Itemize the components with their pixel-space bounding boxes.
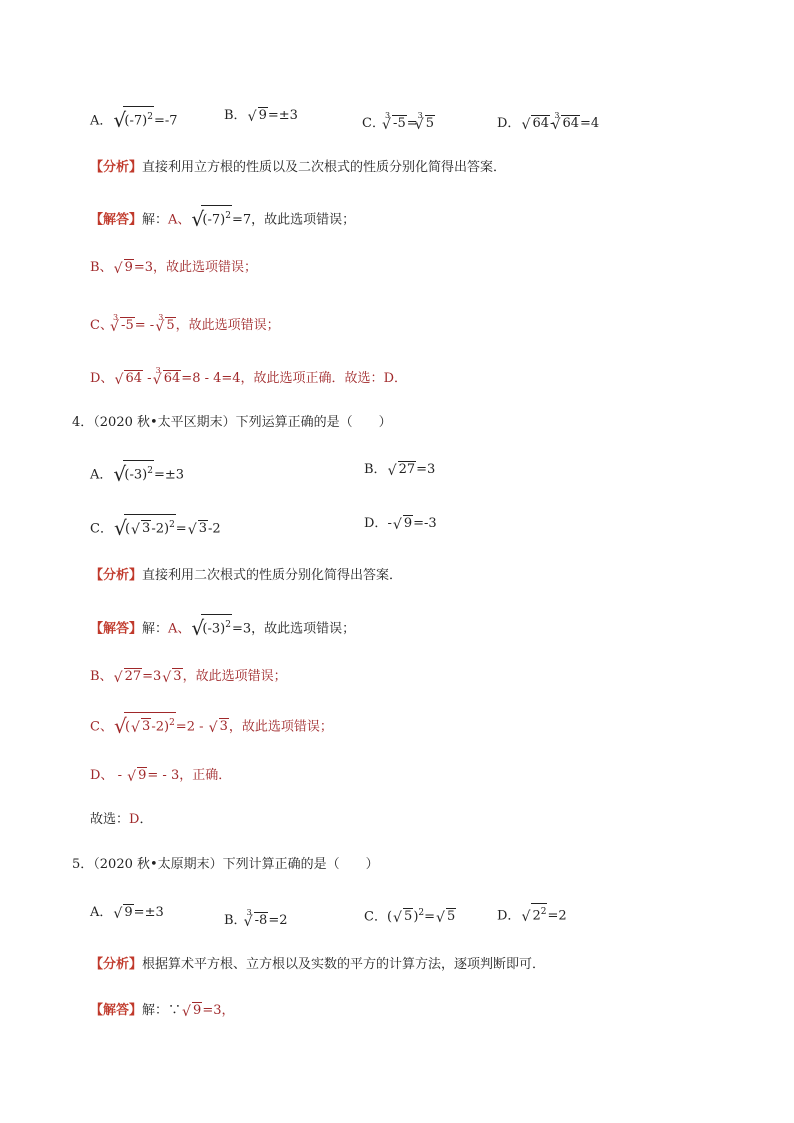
q5-option-b: B．$^3$√ -8=2 (224, 903, 288, 931)
q3-answer-c: C、$^3$√ -5= - $^3$√ 5，故此选项错误； (90, 308, 280, 336)
q4-answer-a: 【解答】解：A、√ $(-3)^2=3$，故此选项错误； (90, 614, 355, 639)
q4-answer-d: D、 - √ 9= - 3，正确． (90, 766, 231, 786)
q3-analysis: 【分析】直接利用立方根的性质以及二次根式的性质分别化简得出答案． (90, 160, 507, 175)
q5-stem: 5．（2020 秋•太原期末）下列计算正确的是（ ） (72, 857, 379, 872)
q4-analysis: 【分析】直接利用二次根式的性质分别化简得出答案． (90, 568, 403, 583)
q4-answer-b: B、√ 27=3√ 3，故此选项错误； (90, 667, 287, 687)
q4-answer-c: C、√ (√ 3-2)$^2$=2 - √ 3，故此选项错误； (90, 712, 333, 737)
q5-analysis: 【分析】根据算术平方根、立方根以及实数的平方的计算方法，逐项判断即可． (90, 957, 546, 972)
q3-option-a: A．√ $(-7)^2=-7$ (90, 106, 178, 131)
q4-option-d: D．-√ 9=-3 (364, 514, 437, 534)
q4-final: 故选：D． (90, 812, 153, 827)
q3-answer-a: 【解答】解：A、√ $(-7)^2=7$，故此选项错误； (90, 205, 355, 230)
q5-option-d: D．√ $2^2=2$ (497, 903, 567, 926)
q3-option-d: D．√ 64-$^3$√ 64=4 (497, 106, 599, 134)
q4-option-c: C．√ (√ 3-2)$^2$=√ 3-2 (90, 514, 221, 539)
q4-stem: 4．（2020 秋•太平区期末）下列运算正确的是（ ） (72, 415, 392, 430)
q5-option-c: C．(√ 5)$^2$=√ 5 (364, 903, 456, 927)
q5-option-a: A．√ 9=±3 (90, 903, 164, 923)
q5-answer: 【解答】解：∵√ 9=3， (90, 1001, 234, 1021)
q4-option-a: A．√ $(-3)^2=\pm 3$ (90, 460, 184, 485)
q3-answer-d: D、√ 64 - $^3$√ 64=8 - 4=4，故此选项正确．故选：D． (90, 361, 407, 389)
q3-option-b: B．√ 9=±3 (224, 106, 298, 126)
q3-answer-b: B、√ 9=3，故此选项错误； (90, 258, 257, 278)
q3-option-c: C．$^3$√ -5=$^3$√ 5 (362, 106, 435, 134)
sqrt-symbol: √ $(-7)^2$ (113, 106, 154, 131)
q4-option-b: B．√ 27=3 (364, 460, 435, 480)
